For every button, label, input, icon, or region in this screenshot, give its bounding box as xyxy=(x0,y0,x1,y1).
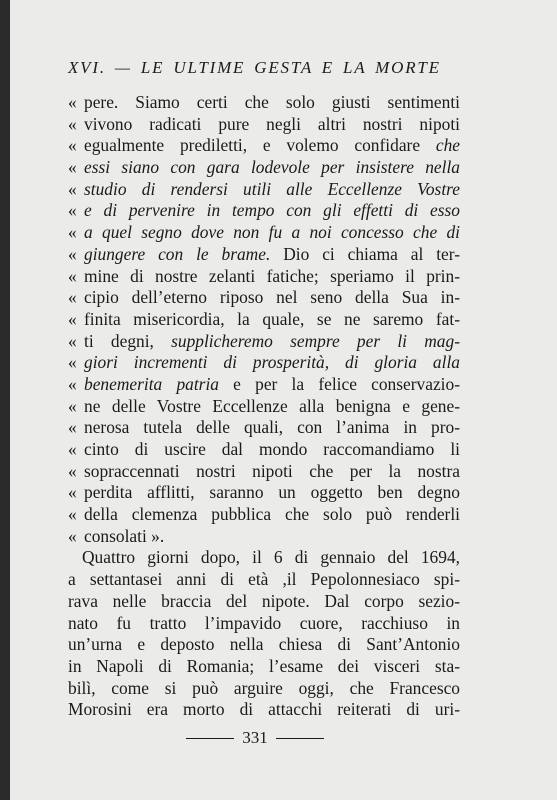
quote-mark: « xyxy=(68,352,77,373)
text-line xyxy=(68,222,460,244)
italic-segment: a quel segno dove non fu a noi concesso che di xyxy=(84,222,460,243)
text-line xyxy=(68,482,460,504)
page-number: 331 xyxy=(242,728,268,747)
text-line xyxy=(68,287,460,309)
text-line xyxy=(68,591,460,613)
italic-segment: benemerita patria xyxy=(84,373,219,394)
text-body xyxy=(68,92,460,721)
text-line xyxy=(68,569,460,591)
text-line xyxy=(68,244,460,266)
quote-mark: « xyxy=(68,330,77,351)
text-segment: pere. Siamo certi che solo giusti sentimenti xyxy=(84,92,460,112)
text-line xyxy=(68,309,460,331)
text-segment: consolati ». xyxy=(84,525,165,546)
quote-mark: « xyxy=(68,525,77,546)
text-line xyxy=(68,634,460,656)
quote-mark: « xyxy=(68,373,77,394)
text-segment: Dio ci chiama al ter- xyxy=(270,243,460,264)
quote-mark: « xyxy=(68,200,77,221)
quote-mark: « xyxy=(68,222,77,243)
text-line xyxy=(68,699,460,721)
running-head: XVI. — LE ULTIME GESTA E LA MORTE xyxy=(68,58,441,77)
book-page xyxy=(10,0,557,800)
text-line xyxy=(68,439,460,461)
text-line xyxy=(68,678,460,700)
text-line xyxy=(68,504,460,526)
text-segment: Quattro giorni dopo, il 6 di gennaio del 1694, xyxy=(82,547,460,568)
text-segment: sopraccennati nostri nipoti che per la nostra xyxy=(84,460,460,481)
text-segment: perdita afflitti, saranno un oggetto ben degno xyxy=(84,482,460,503)
italic-segment: studio di rendersi utili alle Eccellenze Vostre xyxy=(84,178,460,199)
footer-rule-right xyxy=(276,738,324,739)
italic-segment: e di pervenire in tempo con gli effetti di esso xyxy=(84,200,460,221)
text-line xyxy=(68,157,460,179)
quote-mark: « xyxy=(68,417,77,438)
text-segment: Morosini era morto di attacchi reiterati di uri- xyxy=(68,699,460,720)
quote-mark: « xyxy=(68,157,77,178)
italic-segment: giori incrementi di prosperità, di gloria alla xyxy=(84,352,460,373)
text-line xyxy=(68,396,460,418)
quote-mark: « xyxy=(68,135,77,156)
text-line xyxy=(68,461,460,483)
italic-segment: essi siano con gara lodevole per insistere nella xyxy=(84,157,460,178)
text-segment: bilì, come si può arguire oggi, che Francesco xyxy=(68,677,460,698)
text-line xyxy=(68,179,460,201)
text-segment: ne delle Vostre Eccellenze alla benigna e gene- xyxy=(84,395,460,416)
quote-mark: « xyxy=(68,92,77,112)
quote-mark: « xyxy=(68,265,77,286)
text-segment: e per la felice conservazio- xyxy=(218,373,460,394)
quote-mark: « xyxy=(68,178,77,199)
text-segment: un’urna e deposto nella chiesa di Sant’Antonio xyxy=(68,634,460,655)
quote-mark: « xyxy=(68,287,77,308)
text-segment: cinto di uscire dal mondo raccomandiamo li xyxy=(84,439,460,459)
text-line xyxy=(68,135,460,157)
text-segment: rava nelle braccia del nipote. Dal corpo sezio- xyxy=(68,590,460,611)
text-line xyxy=(68,92,460,114)
text-segment: della clemenza pubblica che solo può renderli xyxy=(84,504,460,525)
text-line xyxy=(68,613,460,635)
text-segment: vivono radicati pure negli altri nostri nipoti xyxy=(84,113,460,134)
text-segment: nerosa tutela delle quali, con l’anima in pro- xyxy=(84,417,460,438)
quote-mark: « xyxy=(68,460,77,481)
quote-mark: « xyxy=(68,482,77,503)
quote-mark: « xyxy=(68,308,77,329)
footer-rule-left xyxy=(186,738,234,739)
text-line xyxy=(68,266,460,288)
italic-segment: supplicheremo sempre per li mag- xyxy=(171,330,460,351)
text-line xyxy=(68,331,460,353)
text-segment: ti degni, xyxy=(84,330,172,351)
text-segment: nato fu tratto l’impavido cuore, racchiuso in xyxy=(68,612,460,633)
text-line xyxy=(68,114,460,136)
italic-segment: giungere con le brame. xyxy=(84,243,271,264)
quote-mark: « xyxy=(68,395,77,416)
text-segment: a settantasei anni di età ,il Pepolonnesiaco spi- xyxy=(68,569,460,590)
text-line xyxy=(68,547,460,569)
text-line xyxy=(68,374,460,396)
page-footer xyxy=(185,728,325,748)
text-line xyxy=(68,656,460,678)
quote-mark: « xyxy=(68,243,77,264)
text-segment: in Napoli di Romania; l’esame dei visceri sta- xyxy=(68,655,460,676)
quote-mark: « xyxy=(68,504,77,525)
text-segment: mine di nostre zelanti fatiche; speriamo il prin- xyxy=(84,265,460,286)
text-line xyxy=(68,352,460,374)
text-segment: egualmente prediletti, e volemo confidare xyxy=(84,135,436,156)
text-line xyxy=(68,200,460,222)
text-line xyxy=(68,526,460,548)
text-segment: cipio dell’eterno riposo nel seno della Sua in- xyxy=(84,287,460,308)
text-line xyxy=(68,417,460,439)
text-segment: finita misericordia, la quale, se ne saremo fat- xyxy=(84,308,460,329)
italic-segment: che xyxy=(435,135,460,156)
quote-mark: « xyxy=(68,439,77,459)
quote-mark: « xyxy=(68,113,77,134)
